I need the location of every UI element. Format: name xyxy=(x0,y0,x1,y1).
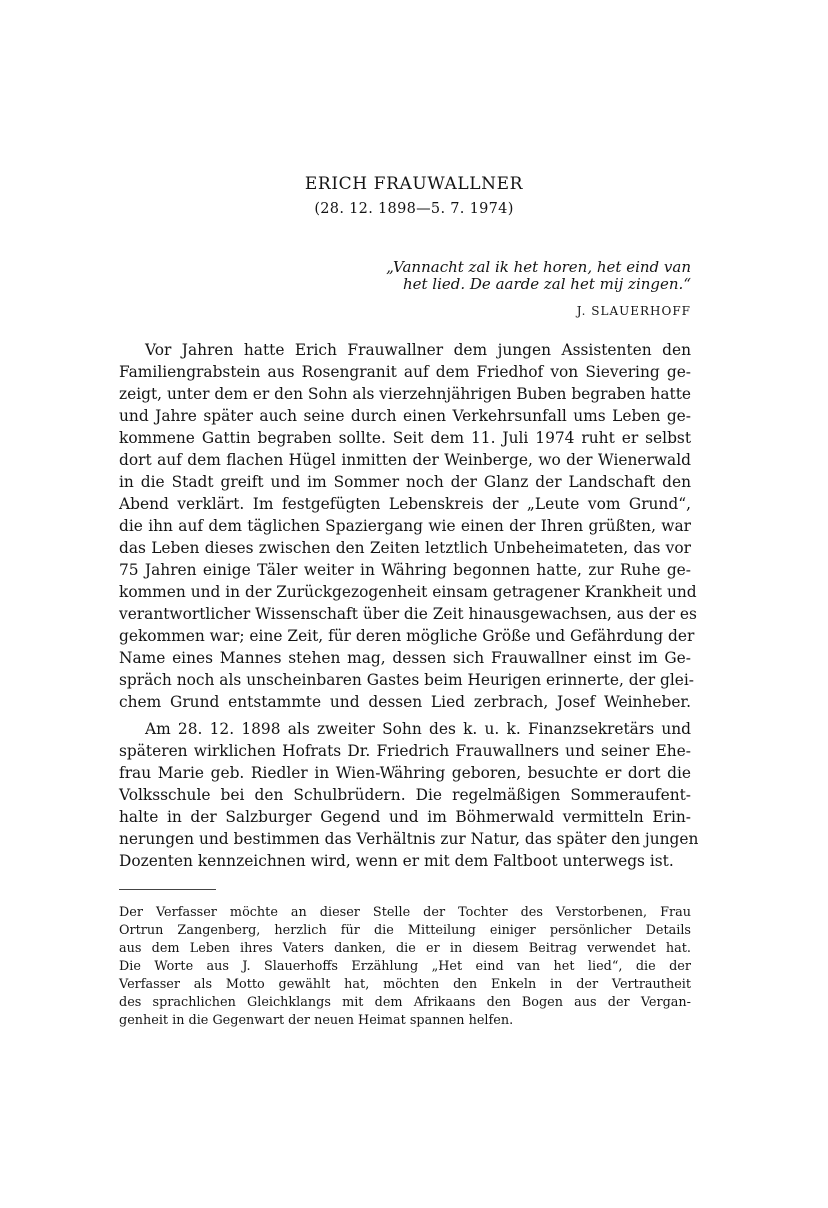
body-line: nerungen und bestimmen das Verhältnis zur Natur, das später den jungen xyxy=(119,830,699,848)
body-line: das Leben dieses zwischen den Zeiten letztlich Unbeheimateten, das vor xyxy=(119,539,691,557)
body-line: frau Marie geb. Riedler in Wien-Währing geboren, besuchte er dort die xyxy=(119,764,691,782)
motto-line: „Vannacht zal ik het horen, het eind van xyxy=(386,258,691,276)
footnote-line: des sprachlichen Gleichklangs mit dem Afrikaans den Bogen aus der Vergan- xyxy=(119,995,691,1010)
body-line: chem Grund entstammte und dessen Lied zerbrach, Josef Weinheber. xyxy=(119,693,691,711)
body-line: 75 Jahren einige Täler weiter in Währing begonnen hatte, zur Ruhe ge- xyxy=(119,561,691,579)
body-line: Familiengrabstein aus Rosengranit auf dem Friedhof von Sievering ge- xyxy=(119,363,691,381)
body-line: halte in der Salzburger Gegend und im Böhmerwald vermitteln Erin- xyxy=(119,808,691,826)
body-line: kommene Gattin begraben sollte. Seit dem 11. Juli 1974 ruht er selbst xyxy=(119,429,691,447)
body-line: verantwortlicher Wissenschaft über die Zeit hinausgewachsen, aus der es xyxy=(119,605,697,623)
body-line: die ihn auf dem täglichen Spaziergang wie einen der Ihren grüßten, war xyxy=(119,517,691,535)
footnote-line: Ortrun Zangenberg, herzlich für die Mitteilung einiger persönlicher Details xyxy=(119,923,691,938)
life-dates: (28. 12. 1898—5. 7. 1974) xyxy=(314,201,514,217)
body-line: späteren wirklichen Hofrats Dr. Friedrich Frauwallners und seiner Ehe- xyxy=(119,742,691,760)
body-line: spräch noch als unscheinbaren Gastes beim Heurigen erinnerte, der glei- xyxy=(119,671,694,689)
footnote-divider xyxy=(119,889,216,890)
body-line: zeigt, unter dem er den Sohn als vierzehnjährigen Buben begraben hatte xyxy=(119,385,692,403)
footnote-line: Die Worte aus J. Slauerhoffs Erzählung „Het eind van het lied“, die der xyxy=(119,959,691,974)
body-line: Name eines Mannes stehen mag, dessen sich Frauwallner einst im Ge- xyxy=(119,649,691,667)
body-line: Dozenten kennzeichnen wird, wenn er mit dem Faltboot unterwegs ist. xyxy=(119,852,674,870)
body-line: kommen und in der Zurückgezogenheit einsam getragener Krankheit und xyxy=(119,583,697,601)
body-line: dort auf dem flachen Hügel inmitten der Weinberge, wo der Wienerwald xyxy=(119,451,691,469)
footnote-line: Verfasser als Motto gewählt hat, möchten den Enkeln in der Vertrautheit xyxy=(119,977,691,992)
body-line: Am 28. 12. 1898 als zweiter Sohn des k. u. k. Finanzsekretärs und xyxy=(145,720,691,738)
article-title: ERICH FRAUWALLNER xyxy=(304,174,524,194)
body-line: und Jahre später auch seine durch einen Verkehrsunfall ums Leben ge- xyxy=(119,407,691,425)
motto-author: J. SLAUERHOFF xyxy=(576,304,691,318)
body-line: Vor Jahren hatte Erich Frauwallner dem jungen Assistenten den xyxy=(145,341,691,359)
body-line: Volksschule bei den Schulbrüdern. Die regelmäßigen Sommeraufent- xyxy=(119,786,691,804)
footnote-line: genheit in die Gegenwart der neuen Heimat spannen helfen. xyxy=(119,1013,514,1028)
body-line: in die Stadt greift und im Sommer noch der Glanz der Landschaft den xyxy=(119,473,691,491)
footnote-line: Der Verfasser möchte an dieser Stelle der Tochter des Verstorbenen, Frau xyxy=(119,905,691,920)
body-line: Abend verklärt. Im festgefügten Lebenskreis der „Leute vom Grund“, xyxy=(119,495,691,513)
body-line: gekommen war; eine Zeit, für deren mögliche Größe und Gefährdung der xyxy=(119,627,695,645)
motto-line: het lied. De aarde zal het mij zingen.“ xyxy=(402,275,691,293)
footnote-line: aus dem Leben ihres Vaters danken, die er in diesem Beitrag verwendet hat. xyxy=(119,941,691,956)
